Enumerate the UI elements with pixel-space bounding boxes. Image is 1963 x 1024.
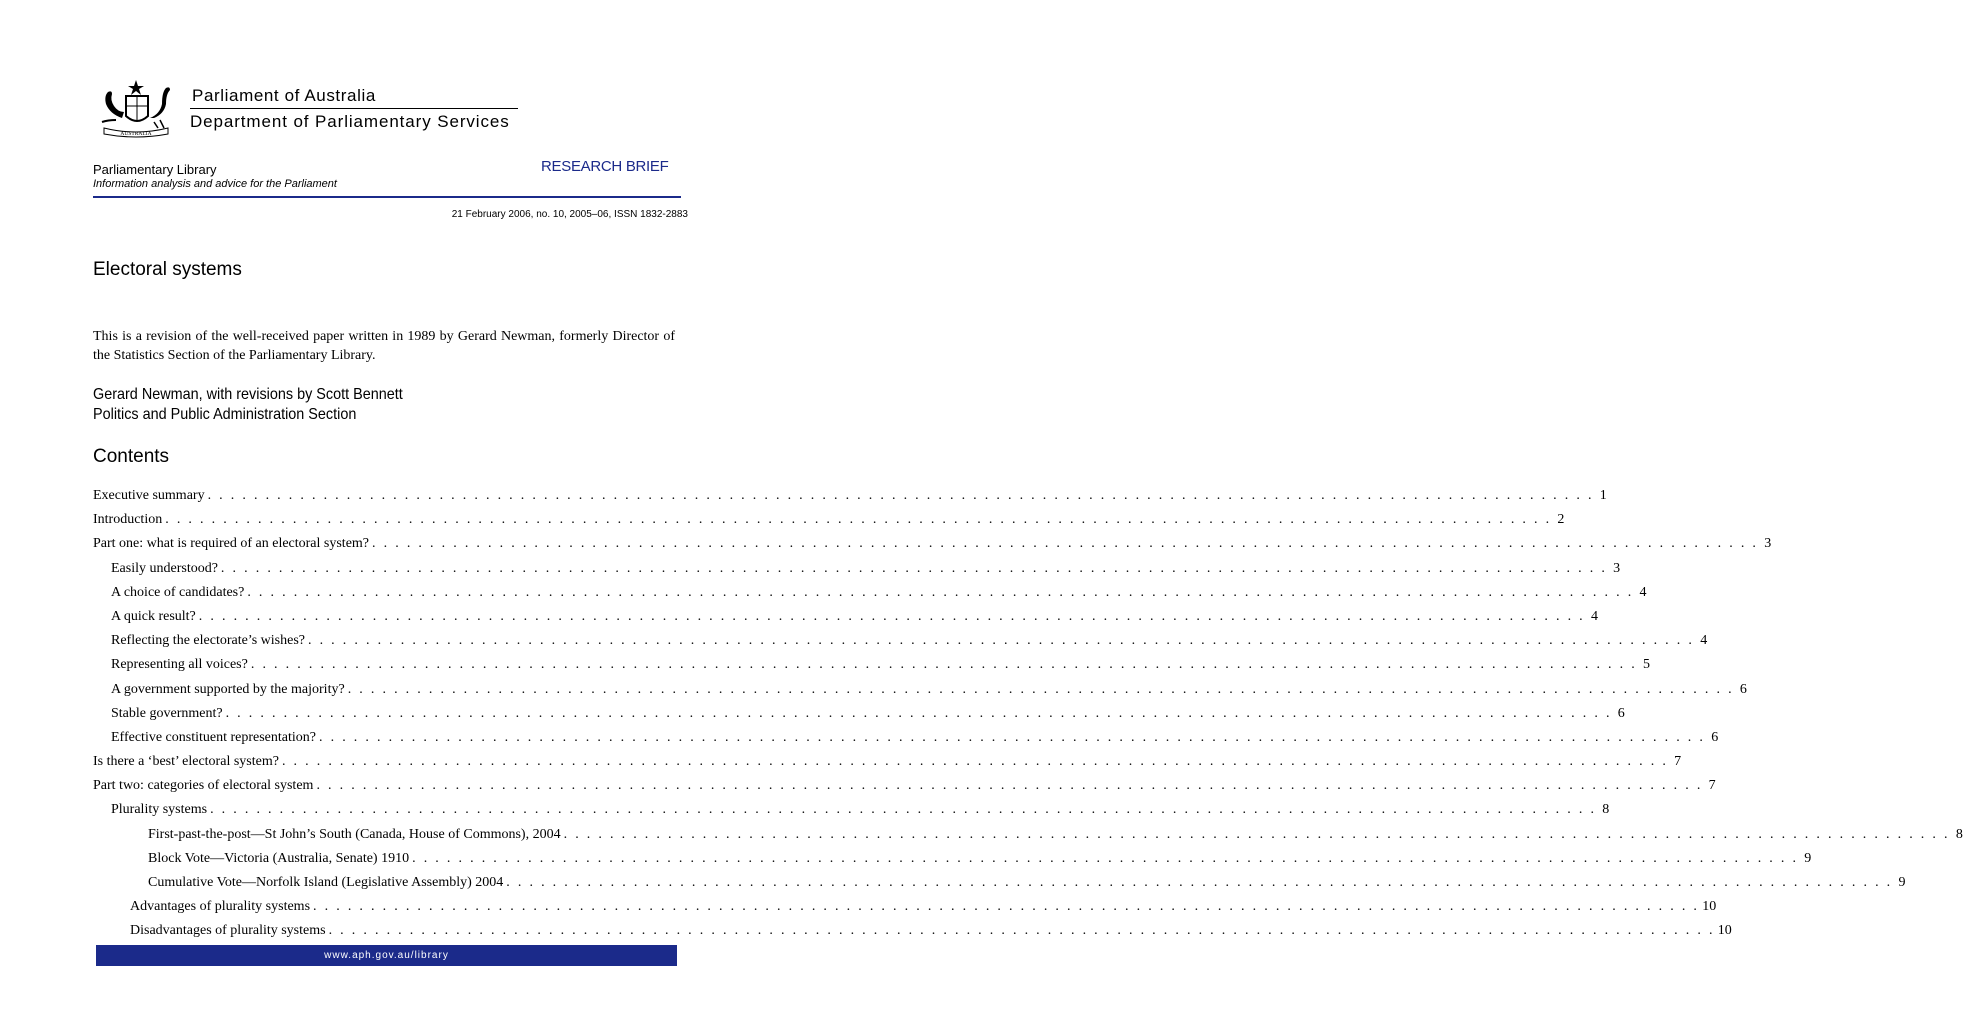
- toc-leader-dots: . . . . . . . . . . . . . . . . . . . . . . . . . . . . . . . . . . . . . . . . . . . . . . . . . . . . . . . . . . . . . . . . . . . . . . . . . . . . . . . . . . . . . . . . . . . . . . . . . . . . . . . . . . . . . . . . . . . . . . . .: [165, 512, 1552, 528]
- toc-entry-title: Advantages of plurality systems: [130, 899, 311, 915]
- toc-entry-title: Disadvantages of plurality systems: [130, 923, 326, 939]
- toc-entry[interactable]: [93, 488, 1607, 512]
- toc-page-number: 4: [1590, 608, 1598, 624]
- toc-page-number: 10: [1717, 923, 1732, 939]
- coat-of-arms-logo: [92, 78, 180, 140]
- toc-leader-dots: . . . . . . . . . . . . . . . . . . . . . . . . . . . . . . . . . . . . . . . . . . . . . . . . . . . . . . . . . . . . . . . . . . . . . . . . . . . . . . . . . . . . . . . . . . . . . . . . . . . . . . . . . . . . . . . . . . . . . . . .: [207, 488, 1594, 503]
- toc-entry[interactable]: [93, 923, 1732, 947]
- toc-leader-dots: . . . . . . . . . . . . . . . . . . . . . . . . . . . . . . . . . . . . . . . . . . . . . . . . . . . . . . . . . . . . . . . . . . . . . . . . . . . . . . . . . . . . . . . . . . . . . . . . . . . . . . . . . . . . . . . . . . . . . . . .: [319, 729, 1706, 745]
- toc-page-number: 6: [1617, 705, 1625, 721]
- tagline: Information analysis and advice for the Parliament: [93, 178, 337, 190]
- toc-entry-title: Effective constituent representation?: [111, 729, 316, 745]
- toc-page-number: 9: [1804, 850, 1812, 866]
- toc-entry[interactable]: [93, 729, 1719, 754]
- toc-entry[interactable]: [93, 512, 1565, 536]
- header-rule: [190, 108, 518, 109]
- toc-leader-dots: . . . . . . . . . . . . . . . . . . . . . . . . . . . . . . . . . . . . . . . . . . . . . . . . . . . . . . . . . . . . . . . . . . . . . . . . . . . . . . . . . . . . . . . . . . . . . . . . . . . . . . . . . . . . . . . . . . . . . . . .: [281, 754, 1669, 770]
- toc-entry-title: A choice of candidates?: [111, 584, 245, 600]
- toc-entry[interactable]: [93, 705, 1625, 730]
- toc-leader-dots: . . . . . . . . . . . . . . . . . . . . . . . . . . . . . . . . . . . . . . . . . . . . . . . . . . . . . . . . . . . . . . . . . . . . . . . . . . . . . . . . . . . . . . . . . . . . . . . . . . . . . . . . . . . . . . . . . . . . . . . .: [313, 899, 1700, 915]
- accent-rule: [93, 196, 681, 198]
- toc-page-number: 7: [1674, 754, 1682, 770]
- toc-page-number: 4: [1700, 633, 1708, 649]
- toc-page-number: 8: [1955, 826, 1963, 842]
- toc-leader-dots: . . . . . . . . . . . . . . . . . . . . . . . . . . . . . . . . . . . . . . . . . . . . . . . . . . . . . . . . . . . . . . . . . . . . . . . . . . . . . . . . . . . . . . . . . . . . . . . . . . . . . . . . . . . . . . . . . . . . . . . .: [198, 608, 1585, 624]
- toc-entry-title: Cumulative Vote—Norfolk Island (Legislative Assembly) 2004: [148, 875, 504, 890]
- table-of-contents: [93, 488, 1963, 948]
- toc-page-number: 7: [1708, 778, 1716, 794]
- toc-leader-dots: . . . . . . . . . . . . . . . . . . . . . . . . . . . . . . . . . . . . . . . . . . . . . . . . . . . . . . . . . . . . . . . . . . . . . . . . . . . . . . . . . . . . . . . . . . . . . . . . . . . . . . . . . . . . . . . . . . . . . . . .: [225, 705, 1612, 721]
- author-line: Gerard Newman, with revisions by Scott Bennett: [93, 386, 403, 403]
- toc-entry-title: Is there a ‘best’ electoral system?: [93, 754, 279, 770]
- toc-entry[interactable]: [93, 802, 1610, 826]
- toc-entry[interactable]: [93, 754, 1682, 778]
- toc-page-number: 10: [1702, 899, 1717, 915]
- intro-paragraph: This is a revision of the well-received paper written in 1989 by Gerard Newman, formerly Director of the Statistics Section of the Parliamentary Library.: [93, 329, 675, 363]
- toc-entry-title: A quick result?: [111, 608, 196, 624]
- organization-name: Parliament of Australia: [192, 86, 376, 105]
- toc-leader-dots: . . . . . . . . . . . . . . . . . . . . . . . . . . . . . . . . . . . . . . . . . . . . . . . . . . . . . . . . . . . . . . . . . . . . . . . . . . . . . . . . . . . . . . . . . . . . . . . . . . . . . . . . . . . . . . . . . . . . . . . .: [372, 536, 1759, 552]
- toc-entry-title: First-past-the-post—St John’s South (Canada, House of Commons), 2004: [148, 826, 561, 842]
- toc-entry-title: Block Vote—Victoria (Australia, Senate) 1910: [148, 850, 410, 866]
- toc-entry[interactable]: [93, 584, 1647, 609]
- toc-leader-dots: . . . . . . . . . . . . . . . . . . . . . . . . . . . . . . . . . . . . . . . . . . . . . . . . . . . . . . . . . . . . . . . . . . . . . . . . . . . . . . . . . . . . . . . . . . . . . . . . . . . . . . . . . . . . . . . . . . . . . . . .: [412, 850, 1799, 866]
- department-name: Department of Parliamentary Services: [190, 112, 510, 131]
- toc-page-number: 8: [1602, 802, 1610, 818]
- footer-url-link[interactable]: www.aph.gov.au/library: [96, 945, 677, 966]
- page-title: Electoral systems: [93, 259, 242, 280]
- toc-entry[interactable]: [93, 608, 1598, 633]
- toc-leader-dots: . . . . . . . . . . . . . . . . . . . . . . . . . . . . . . . . . . . . . . . . . . . . . . . . . . . . . . . . . . . . . . . . . . . . . . . . . . . . . . . . . . . . . . . . . . . . . . . . . . . . . . . . . . . . . . . . . . . . . . . .: [220, 560, 1608, 576]
- toc-entry-title: Stable government?: [111, 705, 223, 721]
- toc-entry[interactable]: [93, 875, 1906, 899]
- toc-leader-dots: . . . . . . . . . . . . . . . . . . . . . . . . . . . . . . . . . . . . . . . . . . . . . . . . . . . . . . . . . . . . . . . . . . . . . . . . . . . . . . . . . . . . . . . . . . . . . . . . . . . . . . . . . . . . . . . . . . . . . . . .: [506, 875, 1893, 890]
- toc-entry[interactable]: [93, 633, 1708, 657]
- toc-entry-title: Reflecting the electorate’s wishes?: [111, 633, 305, 649]
- library-name: Parliamentary Library: [93, 162, 217, 177]
- toc-page-number: 2: [1557, 512, 1565, 528]
- toc-entry[interactable]: [93, 778, 1716, 802]
- toc-entry-title: Easily understood?: [111, 560, 218, 576]
- toc-entry-title: Part two: categories of electoral system: [93, 778, 314, 794]
- crest-banner-text: AUSTRALIA: [120, 131, 152, 137]
- toc-entry[interactable]: [93, 826, 1963, 851]
- toc-entry[interactable]: [93, 560, 1621, 585]
- toc-leader-dots: . . . . . . . . . . . . . . . . . . . . . . . . . . . . . . . . . . . . . . . . . . . . . . . . . . . . . . . . . . . . . . . . . . . . . . . . . . . . . . . . . . . . . . . . . . . . . . . . . . . . . . . . . . . . . . . . . . . . . . . .: [328, 923, 1715, 939]
- toc-leader-dots: . . . . . . . . . . . . . . . . . . . . . . . . . . . . . . . . . . . . . . . . . . . . . . . . . . . . . . . . . . . . . . . . . . . . . . . . . . . . . . . . . . . . . . . . . . . . . . . . . . . . . . . . . . . . . . . . . . . . . . . .: [210, 802, 1597, 818]
- toc-page-number: 4: [1639, 584, 1647, 600]
- toc-leader-dots: . . . . . . . . . . . . . . . . . . . . . . . . . . . . . . . . . . . . . . . . . . . . . . . . . . . . . . . . . . . . . . . . . . . . . . . . . . . . . . . . . . . . . . . . . . . . . . . . . . . . . . . . . . . . . . . . . . . . . . . .: [316, 778, 1703, 794]
- toc-entry-title: Plurality systems: [111, 802, 208, 818]
- toc-entry[interactable]: [93, 681, 1747, 706]
- toc-page-number: 6: [1739, 681, 1747, 697]
- doc-type-label: RESEARCH BRIEF: [541, 158, 669, 175]
- toc-entry-title: Representing all voices?: [111, 657, 248, 673]
- toc-leader-dots: . . . . . . . . . . . . . . . . . . . . . . . . . . . . . . . . . . . . . . . . . . . . . . . . . . . . . . . . . . . . . . . . . . . . . . . . . . . . . . . . . . . . . . . . . . . . . . . . . . . . . . . . . . . . . . . . . . . . . . . .: [307, 633, 1695, 649]
- toc-page-number: 6: [1711, 729, 1719, 745]
- toc-entry[interactable]: [93, 657, 1651, 681]
- dateline: 21 February 2006, no. 10, 2005–06, ISSN 1832-2883: [451, 209, 688, 220]
- toc-page-number: 3: [1764, 536, 1772, 552]
- toc-entry[interactable]: [93, 899, 1717, 923]
- toc-page-number: 1: [1599, 488, 1607, 503]
- toc-page-number: 3: [1613, 560, 1621, 576]
- toc-page-number: 5: [1643, 657, 1651, 673]
- toc-leader-dots: . . . . . . . . . . . . . . . . . . . . . . . . . . . . . . . . . . . . . . . . . . . . . . . . . . . . . . . . . . . . . . . . . . . . . . . . . . . . . . . . . . . . . . . . . . . . . . . . . . . . . . . . . . . . . . . . . . . . . . . .: [250, 657, 1638, 673]
- section-line: Politics and Public Administration Section: [93, 406, 357, 423]
- toc-leader-dots: . . . . . . . . . . . . . . . . . . . . . . . . . . . . . . . . . . . . . . . . . . . . . . . . . . . . . . . . . . . . . . . . . . . . . . . . . . . . . . . . . . . . . . . . . . . . . . . . . . . . . . . . . . . . . . . . . . . . . . . .: [347, 681, 1734, 697]
- toc-entry[interactable]: [93, 536, 1772, 560]
- toc-page-number: 9: [1898, 875, 1906, 890]
- toc-entry-title: Executive summary: [93, 488, 205, 503]
- toc-leader-dots: . . . . . . . . . . . . . . . . . . . . . . . . . . . . . . . . . . . . . . . . . . . . . . . . . . . . . . . . . . . . . . . . . . . . . . . . . . . . . . . . . . . . . . . . . . . . . . . . . . . . . . . . . . . . . . . . . . . . . . . .: [563, 826, 1950, 842]
- toc-entry[interactable]: [93, 850, 1812, 875]
- toc-leader-dots: . . . . . . . . . . . . . . . . . . . . . . . . . . . . . . . . . . . . . . . . . . . . . . . . . . . . . . . . . . . . . . . . . . . . . . . . . . . . . . . . . . . . . . . . . . . . . . . . . . . . . . . . . . . . . . . . . . . . . . . .: [247, 584, 1634, 600]
- toc-entry-title: Introduction: [93, 512, 163, 528]
- toc-entry-title: A government supported by the majority?: [111, 681, 345, 697]
- toc-entry-title: Part one: what is required of an electoral system?: [93, 536, 370, 552]
- contents-heading: Contents: [93, 446, 170, 467]
- author-block: [93, 385, 403, 425]
